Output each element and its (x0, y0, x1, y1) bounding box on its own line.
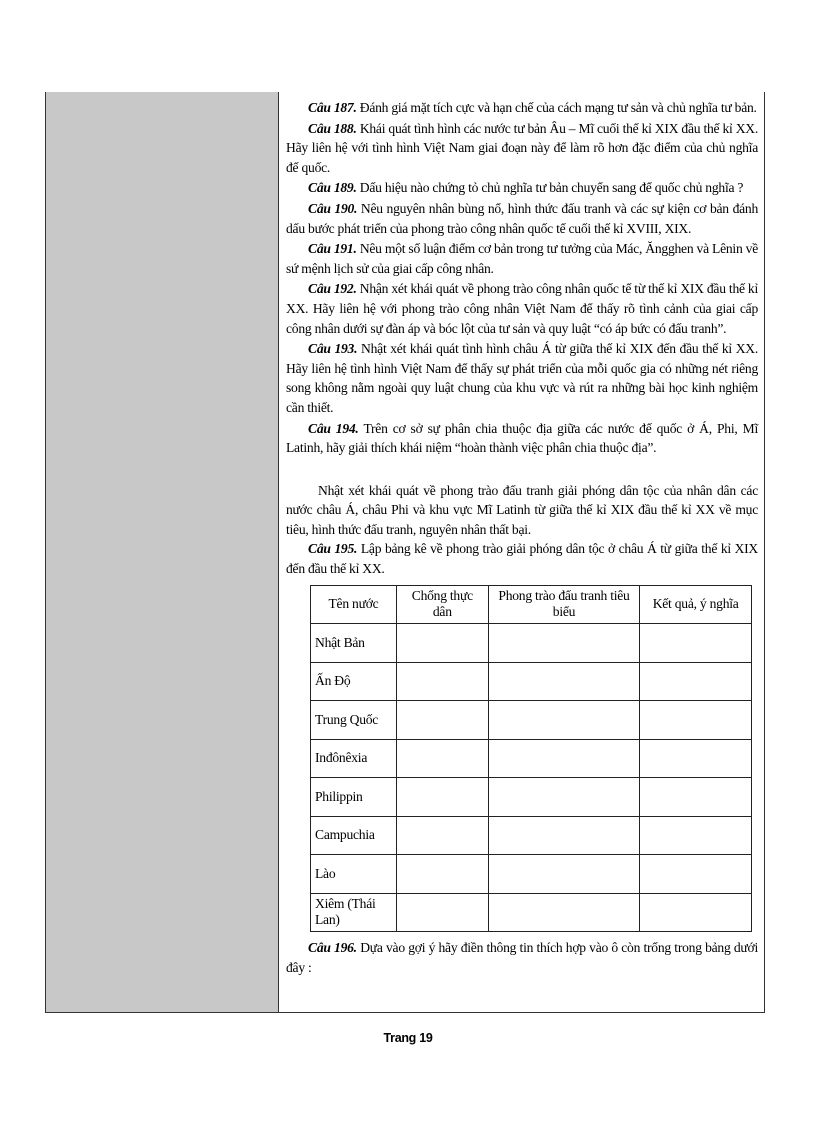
country-cell: Xiêm (Thái Lan) (311, 893, 397, 932)
country-cell: Campuchia (311, 816, 397, 855)
empty-cell (396, 855, 488, 894)
question-list (286, 98, 758, 458)
question-text: Trên cơ sở sự phân chia thuộc địa giữa các nước đế quốc ở Á, Phi, Mĩ Latinh, hãy giải thích khái niệm “hoàn thành việc phân chia thuộc địa”. (286, 420, 758, 456)
question-label: Câu 187. (308, 100, 357, 115)
question-text: Đánh giá mặt tích cực và hạn chế của cách mạng tư sản và chủ nghĩa tư bản. (359, 100, 757, 115)
question-text: Lập bảng kê về phong trào giải phóng dân tộc ở châu Á từ giữa thế kỉ XIX đến đầu thế kỉ XX. (286, 541, 758, 577)
table-header-row (311, 585, 752, 624)
empty-cell (488, 701, 640, 740)
header-country: Tên nước (311, 585, 397, 624)
table-row (311, 624, 752, 663)
question-label: Câu 196. (308, 940, 357, 956)
side-column (46, 92, 279, 1012)
header-anti-colonial: Chống thực dân (396, 585, 488, 624)
question-196 (286, 938, 758, 977)
question-text: Dựa vào gợi ý hãy điền thông tin thích hợp vào ô còn trống trong bảng dưới đây : (286, 940, 758, 975)
country-cell: Trung Quốc (311, 701, 397, 740)
table-row (311, 739, 752, 778)
table-row (311, 893, 752, 932)
question-text: Nhật xét khái quát tình hình châu Á từ giữa thế kỉ XIX đến đầu thế kỉ XX. Hãy liên hệ tình hình Việt Nam để thấy sự phát triển của mỗi quốc gia có những nét riêng song không nằm ngoài quy luật chung của khu vực và rút ra những bài học kinh nghiệm cần thiết. (286, 341, 758, 415)
empty-cell (640, 739, 752, 778)
empty-cell (640, 662, 752, 701)
country-cell: Philippin (311, 778, 397, 817)
empty-cell (640, 778, 752, 817)
empty-cell (640, 701, 752, 740)
movement-table (310, 585, 752, 933)
table-row (311, 701, 752, 740)
question-item (286, 199, 758, 238)
question-item (286, 419, 758, 458)
spacer (286, 459, 758, 481)
country-cell: Nhật Bản (311, 624, 397, 663)
empty-cell (396, 778, 488, 817)
page-number: Trang 19 (383, 1031, 433, 1045)
question-text: Nêu nguyên nhân bùng nổ, hình thức đấu tranh và các sự kiện cơ bản đánh dấu bước phát triển của phong trào công nhân quốc tế cuối thế kỉ XVIII, XIX. (286, 200, 758, 236)
question-item (286, 178, 758, 198)
empty-cell (396, 893, 488, 932)
empty-cell (488, 816, 640, 855)
question-label: Câu 189. (308, 180, 357, 196)
question-item (286, 239, 758, 278)
empty-cell (640, 624, 752, 663)
empty-cell (488, 739, 640, 778)
country-cell: Inđônêxia (311, 739, 397, 778)
header-movement: Phong trào đấu tranh tiêu biểu (488, 585, 640, 624)
empty-cell (396, 662, 488, 701)
empty-cell (640, 893, 752, 932)
content-column (286, 98, 758, 978)
empty-cell (396, 701, 488, 740)
question-item (286, 279, 758, 338)
question-item (286, 98, 758, 118)
summary-paragraph: Nhật xét khái quát về phong trào đấu tranh giải phóng dân tộc của nhân dân các nước châu Á, châu Phi và khu vực Mĩ Latinh từ giữa thế kỉ XIX đầu thế kỉ XX về mục tiêu, hình thức đấu tranh, nguyên nhân thất bại. (286, 482, 758, 537)
table-row (311, 816, 752, 855)
question-text: Nêu một số luận điểm cơ bản trong tư tưởng của Mác, Ăngghen và Lênin về sứ mệnh lịch sử của giai cấp công nhân. (286, 241, 758, 276)
empty-cell (488, 662, 640, 701)
table-row (311, 662, 752, 701)
empty-cell (488, 855, 640, 894)
question-label: Câu 188. (308, 120, 357, 136)
table-row (311, 778, 752, 817)
question-text: Nhận xét khái quát về phong trào công nhân quốc tế từ thế kỉ XIX đầu thế kỉ XX. Hãy liên hệ với phong trào công nhân Việt Nam để thấy rõ tình cảnh của giai cấp công nhân dưới sự đàn áp và bóc lột của tư sản và quy luật “có áp bức có đấu tranh”. (286, 281, 758, 336)
question-label: Câu 192. (308, 281, 357, 297)
question-label: Câu 194. (308, 420, 359, 436)
question-label: Câu 195. (308, 541, 358, 557)
empty-cell (396, 816, 488, 855)
table-row (311, 855, 752, 894)
question-label: Câu 190. (308, 200, 358, 216)
header-result: Kết quả, ý nghĩa (640, 585, 752, 624)
question-195 (286, 539, 758, 578)
empty-cell (396, 739, 488, 778)
country-cell: Ấn Độ (311, 662, 397, 701)
empty-cell (488, 893, 640, 932)
question-item (286, 339, 758, 417)
empty-cell (640, 816, 752, 855)
question-item (286, 119, 758, 178)
question-text: Khái quát tình hình các nước tư bản Âu – Mĩ cuối thế kỉ XIX đầu thế kỉ XX. Hãy liên hệ với tình hình Việt Nam giai đoạn này để làm rõ hơn đặc điểm của chủ nghĩa đế quốc. (286, 120, 759, 175)
country-cell: Lào (311, 855, 397, 894)
empty-cell (396, 624, 488, 663)
question-label: Câu 191. (308, 241, 357, 257)
empty-cell (488, 624, 640, 663)
empty-cell (640, 855, 752, 894)
empty-cell (488, 778, 640, 817)
page-frame (45, 92, 765, 1013)
question-text: Dấu hiệu nào chứng tỏ chủ nghĩa tư bản chuyển sang để quốc chủ nghĩa ? (359, 180, 744, 196)
question-label: Câu 193. (308, 341, 358, 357)
